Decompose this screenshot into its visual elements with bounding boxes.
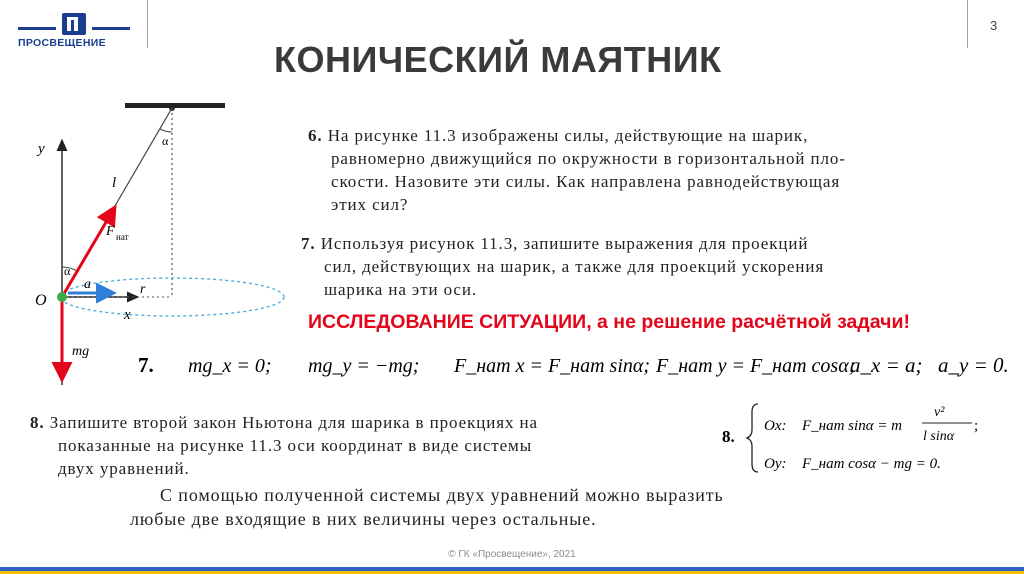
conclusion-line-1: С помощью полученной системы двух уравнений можно выразить [160, 485, 724, 505]
length-label: l [112, 175, 117, 191]
radius-label: r [140, 282, 146, 297]
page-number: 3 [990, 18, 998, 33]
task-8 [30, 411, 538, 434]
answer-7-equations [138, 348, 1018, 390]
task-6-line-3: скости. Назовите эти силы. Как направлена равнодействующая [331, 172, 841, 191]
eq-ax: a_x = a; [850, 353, 923, 377]
ox-label: Ox: [764, 418, 787, 434]
footer-copyright: © ГК «Просвещение», 2021 [448, 549, 576, 560]
ox-lhs: F_нат sinα = m [802, 418, 903, 434]
task-6-line-1: На рисунке 11.3 изображены силы, действующие на шарик, [327, 126, 809, 145]
task-8-line-2: показанные на рисунке 11.3 оси координат в виде системы [58, 436, 533, 455]
task-8-number: 8. [30, 413, 45, 432]
task-7-line-1: Используя рисунок 11.3, запишите выражения для проекций [320, 234, 809, 253]
answer-8-system [722, 396, 992, 476]
svg-text:;: ; [974, 418, 979, 434]
conclusion [130, 483, 724, 531]
task-7-number: 7. [301, 234, 316, 253]
task-7-line-2: сил, действующих на шарик, а также для проекций ускорения [324, 257, 825, 276]
eq-mgy: mg_y = −mg; [308, 355, 420, 377]
header-divider-right [967, 0, 968, 48]
task-6-line-4: этих сил? [331, 195, 409, 214]
task-8-line-3: двух уравнений. [58, 459, 190, 478]
gravity-label: mg [72, 344, 90, 359]
ox-denominator: l sinα [923, 429, 955, 444]
task-8-line-1: Запишите второй закон Ньютона для шарика в проекциях на [49, 413, 538, 432]
task-7-line-3: шарика на эти оси. [324, 280, 478, 299]
eq-mgx: mg_x = 0; [188, 355, 272, 377]
task-7 [301, 232, 808, 255]
tension-label: F [106, 224, 115, 239]
task-6-number: 6. [308, 126, 323, 145]
tension-subscript: нат [116, 232, 129, 242]
oy-label: Oy: [764, 456, 787, 472]
header-divider-left [147, 0, 148, 48]
x-axis-label: x [124, 307, 131, 323]
logo-emblem-icon [18, 10, 130, 40]
logo-text: ПРОСВЕЩЕНИЕ [18, 37, 106, 49]
page-title: КОНИЧЕСКИЙ МАЯТНИК [274, 39, 722, 80]
system-brace [747, 404, 758, 472]
task-6 [308, 124, 808, 147]
y-axis-label: y [38, 141, 45, 157]
eq-fx: F_нат x = F_нат sinα; [454, 355, 651, 377]
answer-8-number: 8. [722, 427, 735, 446]
alpha-top-label: α [162, 134, 169, 148]
angle-arc-top [160, 129, 172, 132]
origin-label: O [35, 292, 47, 309]
oy-equation: F_нат cosα − mg = 0. [802, 456, 941, 472]
ox-numerator: v² [934, 405, 945, 420]
task-6-line-2: равномерно движущийся по окружности в горизонтальной пло- [331, 149, 846, 168]
conclusion-line-2: любые две входящие в них величины через остальные. [130, 509, 597, 529]
ball [57, 292, 67, 302]
answer-7-number: 7. [138, 353, 154, 377]
eq-ay: a_y = 0. [938, 353, 1009, 377]
acceleration-label: a [84, 277, 91, 292]
ceiling-bar [125, 103, 225, 108]
highlight-note: ИССЛЕДОВАНИЕ СИТУАЦИИ, а не решение расчётной задачи! [308, 311, 910, 333]
alpha-left-label: α [64, 264, 71, 278]
answer-7-svg [138, 348, 1018, 384]
eq-fy: F_нат y = F_нат cosα; [656, 355, 856, 377]
